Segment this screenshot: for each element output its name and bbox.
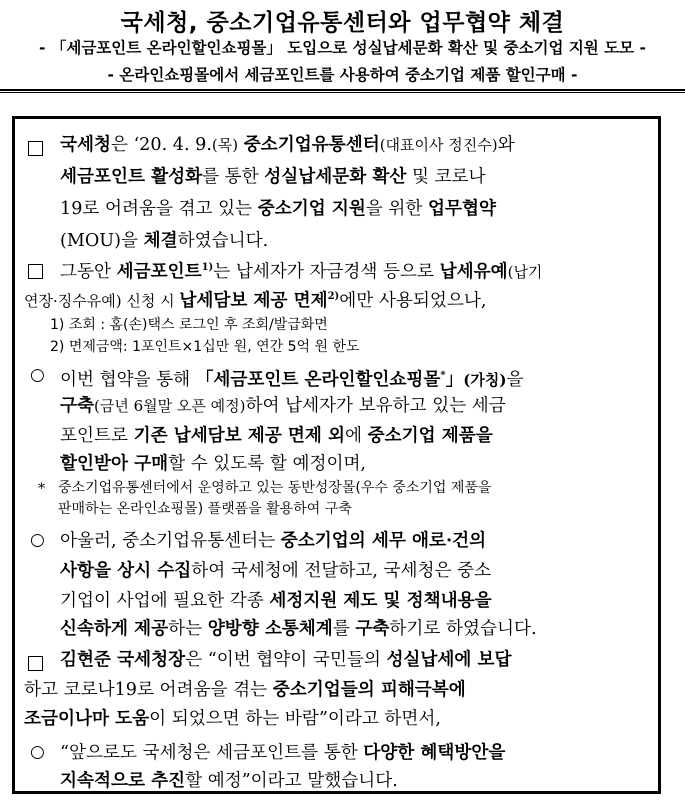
header-divider-thin [0,92,685,93]
p3-line-1: 이번 협약을 통해 「세금포인트 온라인할인쇼핑몰*」(가칭)을 [60,368,524,390]
p5-line-2: 하고 코로나19로 어려움을 겪는 중소기업들의 피해극복에 [24,679,466,700]
p4-line-3: 기업이 사업에 필요한 각종 세정지원 제도 및 정책내용을 [60,590,492,611]
footnote-2: 2) 면제금액: 1포인트×1십만 원, 연간 5억 원 한도 [50,339,360,355]
subtitle-2: - 온라인쇼핑몰에서 세금포인트를 사용하여 중소기업 제품 할인구매 - [107,66,578,84]
p2-line-1: 그동안 세금포인트$^{1)}$는 납세자가 자금경색 등으로 납세유예(납기 [60,260,543,282]
header-divider [0,89,685,91]
p4-line-4: 신속하게 제공하는 양방향 소통체계를 구축하기로 하였습니다. [60,618,537,639]
square-bullet-1 [28,140,43,159]
p1-line-1: 국세청은 ‘20. 4. 9.(목) 중소기업유통센터(대표이사 정진수)와 [60,134,515,155]
p5-line-3: 조금이나마 도움이 되었으면 하는 바람”이라고 하면서, [24,708,442,729]
square-bullet-2 [28,263,43,282]
p3-line-2: 구축(금년 6월말 오픈 예정)하여 납세자가 보유하고 있는 세금 [60,395,506,416]
subtitle-1: - 「세금포인트 온라인할인쇼핑몰」 도입으로 성실납세문화 확산 및 중소기업 지원 도모 - [39,39,646,57]
circle-bullet-3: ○ [30,742,45,762]
p6-line-1: “앞으로도 국세청은 세금포인트를 통한 다양한 혜택방안을 [60,742,506,763]
p3-line-4: 할인받아 구매할 수 있도록 할 예정이며, [60,453,367,474]
footnote-1: 1) 조회 : 홈(손)택스 로그인 후 조회/발급화면 [50,317,328,333]
page-title: 국세청, 중소기업유통센터와 업무협약 체결 [120,10,565,36]
p4-line-2: 사항을 상시 수집하여 국세청에 전달하고, 국세청은 중소 [60,560,492,581]
asterisk-note-line-1: 중소기업유통센터에서 운영하고 있는 동반성장몰(우수 중소기업 제품을 [58,480,492,496]
p6-line-2: 지속적으로 추진할 예정”이라고 말했습니다. [60,770,398,791]
p1-line-4: (MOU)을 체결하였습니다. [60,230,269,251]
square-bullet-3 [28,655,43,674]
p2-line-2: 연장·징수유예) 신청 시 납세담보 제공 면제$^{2)}$에만 사용되었으나, [24,289,487,311]
p1-line-3: 19로 어려움을 겪고 있는 중소기업 지원을 위한 업무협약 [60,198,496,219]
p4-line-1: 아울러, 중소기업유통센터는 중소기업의 세무 애로·건의 [60,530,487,551]
circle-bullet-1: ○ [30,365,45,385]
asterisk-note-marker: * [38,481,45,497]
p3-line-3: 포인트로 기존 납세담보 제공 면제 외에 중소기업 제품을 [60,425,493,446]
asterisk-note-line-2: 판매하는 온라인쇼핑몰) 플랫폼을 활용하여 구축 [58,501,352,517]
p1-line-2: 세금포인트 활성화를 통한 성실납세문화 확산 및 코로나 [60,166,486,187]
circle-bullet-2: ○ [30,530,45,550]
p5-line-1: 김현준 국세청장은 “이번 협약이 국민들의 성실납세에 보답 [60,649,512,670]
